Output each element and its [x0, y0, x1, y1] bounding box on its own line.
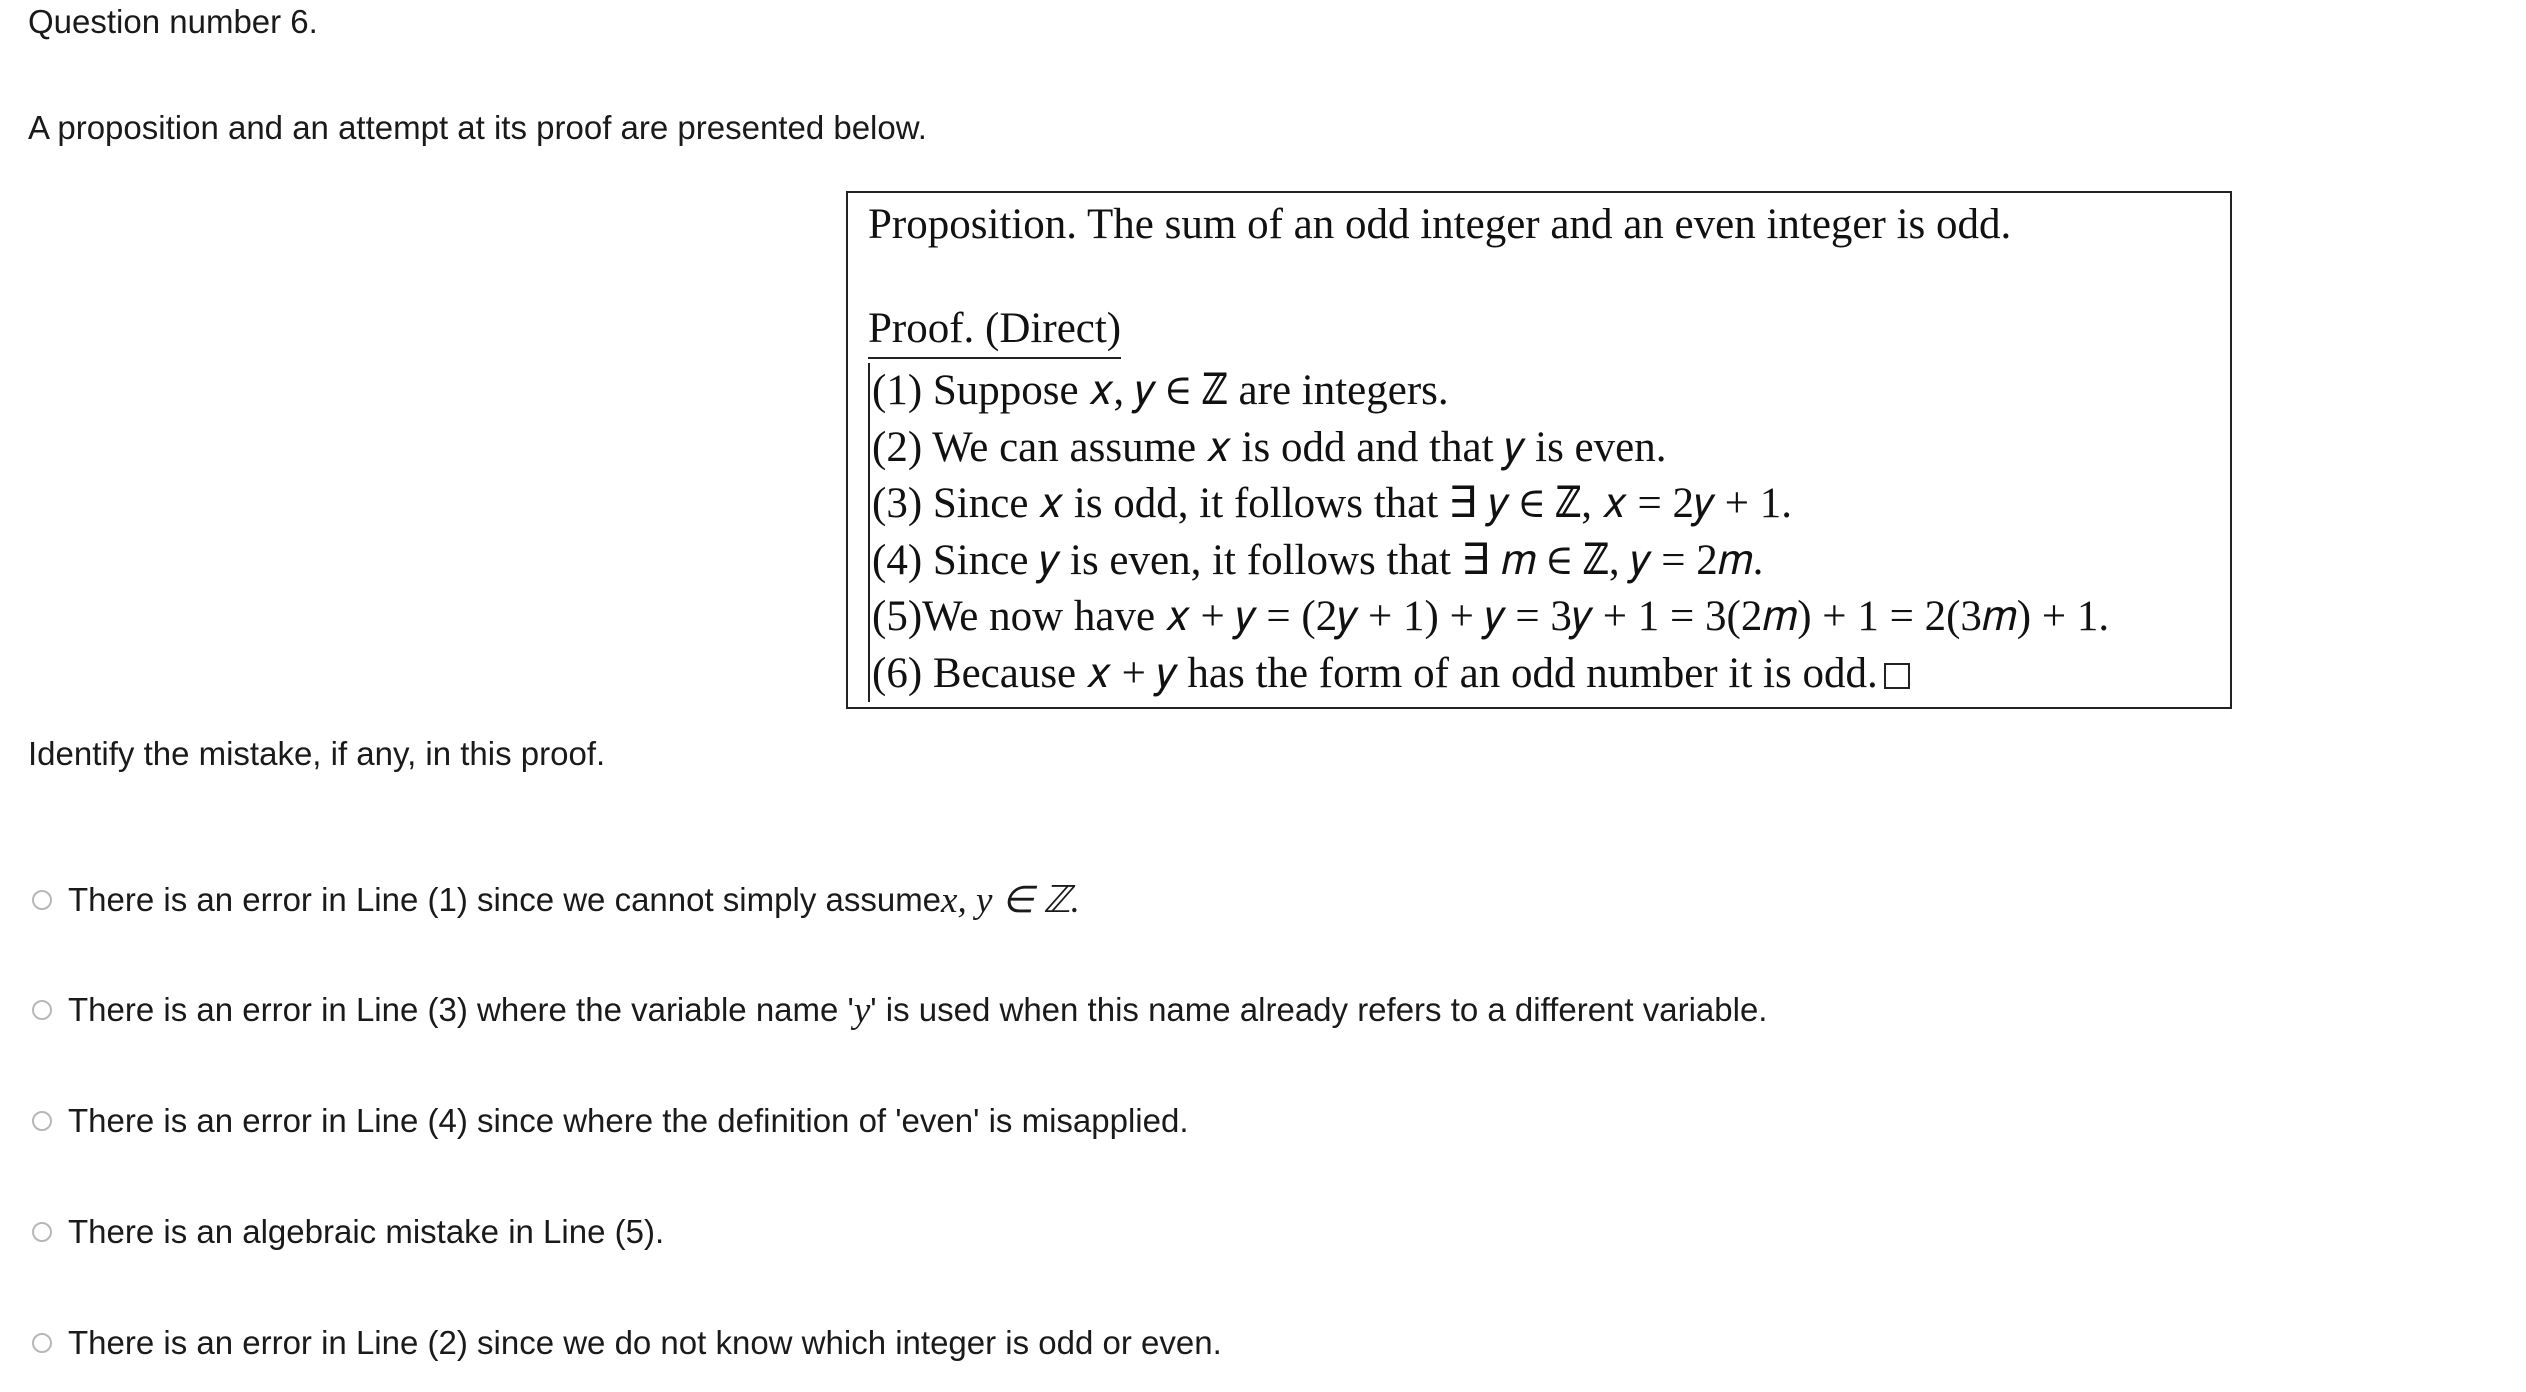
option-label: There is an algebraic mistake in Line (5).	[68, 1213, 665, 1250]
radio-button-icon[interactable]	[32, 1000, 52, 1020]
option-label: There is an error in Line (2) since we do not know which integer is odd or even.	[68, 1324, 1222, 1361]
proof-line-1: (1) Suppose 𝑥, 𝑦 ∈ ℤ are integers.	[872, 367, 1449, 414]
question-prompt: Identify the mistake, if any, in this proof.	[28, 735, 606, 772]
option-math: x, y ∈ ℤ.	[941, 880, 1080, 921]
proposition: Proposition. The sum of an odd integer and an even integer is odd.	[868, 201, 2012, 248]
answer-option-4[interactable]	[32, 1210, 664, 1254]
option-label-after: ' is used when this name already refers to a different variable.	[870, 991, 1768, 1028]
option-label: There is an error in Line (1) since we cannot simply assume	[68, 881, 942, 918]
proof-heading: Proof. (Direct)	[868, 303, 1121, 359]
proof-line-6-text: (6) Because 𝑥 + 𝑦 has the form of an odd number it is odd.	[872, 649, 1878, 697]
answer-option-1[interactable]	[32, 878, 1080, 922]
proof-line-2: (2) We can assume 𝑥 is odd and that 𝑦 is even.	[872, 423, 1667, 471]
proof-box	[846, 191, 2232, 709]
qed-box-icon	[1884, 663, 1910, 689]
option-label: There is an error in Line (3) where the variable name '	[68, 991, 854, 1028]
proof-line-4: (4) Since 𝑦 is even, it follows that ∃ 𝑚 ∈ ℤ, 𝑦 = 2𝑚.	[872, 536, 1764, 584]
proof-line-5: (5)We now have 𝑥 + 𝑦 = (2𝑦 + 1) + 𝑦 = 3𝑦 + 1 = 3(2𝑚) + 1 = 2(3𝑚) + 1.	[872, 593, 2110, 640]
radio-button-icon[interactable]	[32, 1222, 52, 1242]
radio-button-icon[interactable]	[32, 1111, 52, 1131]
question-title: Question number 6.	[28, 3, 318, 40]
proof-lines	[868, 363, 2109, 702]
proof-line-6	[870, 646, 2109, 703]
option-label: There is an error in Line (4) since where the definition of 'even' is misapplied.	[68, 1102, 1189, 1139]
answer-option-3[interactable]	[32, 1099, 1189, 1143]
question-intro: A proposition and an attempt at its proof are presented below.	[28, 109, 927, 146]
radio-button-icon[interactable]	[32, 890, 52, 910]
proof-line-3: (3) Since 𝑥 is odd, it follows that ∃ 𝑦 ∈ ℤ, 𝑥 = 2𝑦 + 1.	[872, 480, 1793, 527]
radio-button-icon[interactable]	[32, 1333, 52, 1353]
answer-option-5[interactable]	[32, 1321, 1222, 1365]
answer-option-2[interactable]	[32, 988, 1767, 1032]
option-math: y	[853, 989, 871, 1031]
